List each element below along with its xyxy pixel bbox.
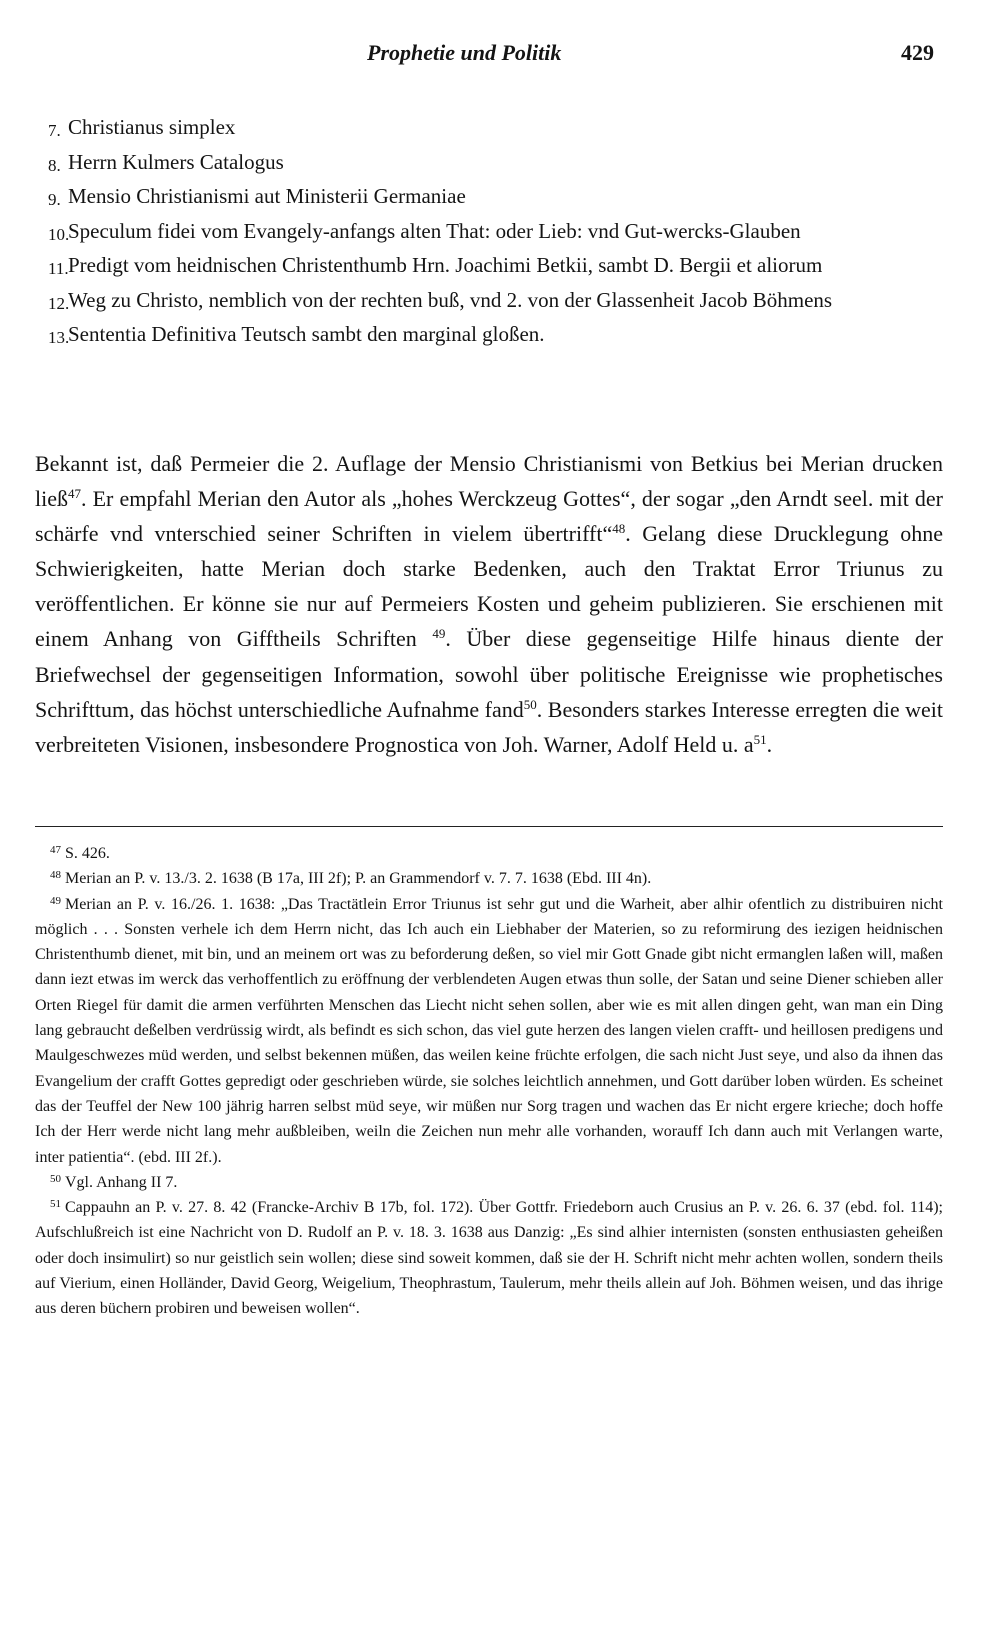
paragraph-text: Bekannt ist, daß Permeier die 2. Auflage der Mensio Christianismi von Betkius bei Merian drucken ließ bbox=[35, 451, 943, 512]
list-item-text: Mensio Christianismi aut Ministerii Germaniae bbox=[68, 184, 466, 208]
list-item bbox=[48, 181, 943, 216]
footnote-ref: 47 bbox=[68, 486, 81, 502]
page-number: 429 bbox=[901, 40, 934, 65]
footnote bbox=[35, 1195, 943, 1321]
footnote bbox=[35, 892, 943, 1170]
footnote-number: 47 bbox=[50, 844, 61, 856]
list-item-number: 12. bbox=[48, 293, 70, 313]
list-item-number: 8. bbox=[48, 155, 61, 175]
footnotes bbox=[35, 841, 943, 1322]
list-item bbox=[48, 319, 943, 354]
list-item bbox=[48, 250, 943, 285]
paragraph-text: . Über diese gegenseitige Hilfe hinaus diente der Briefwechsel der gegenseitigen Information, sowohl über politische Ereignisse wie prophetisches Schrifttum, das höchst unterschiedliche Aufnahme fand bbox=[35, 626, 944, 722]
list-item bbox=[48, 216, 943, 251]
footnote-text: S. 426. bbox=[65, 845, 110, 862]
footnote-text: Vgl. Anhang II 7. bbox=[65, 1173, 178, 1191]
body-paragraph bbox=[35, 446, 943, 762]
list-item-number: 7. bbox=[48, 121, 61, 140]
list-item-text: Christianus simplex bbox=[68, 115, 236, 139]
footnote-ref: 49 bbox=[432, 626, 446, 642]
footnote-text: Merian an P. v. 13./3. 2. 1638 (B 17a, III 2f); P. an Grammendorf v. 7. 7. 1638 (Ebd. III 4n). bbox=[65, 870, 652, 888]
footnote-text: Merian an P. v. 16./26. 1. 1638: „Das Tractätlein Error Triunus ist sehr gut und die Warheit, aber alhir ofentlich zu distribuiren nicht möglich . . . Sonsten verhele ich dem Herrn nicht, das Ich auch ein Liebhaber der Materien, so zu reformirung des iezigen heidnischen Christenthumb dienet, mit bin, und an meinem ort was zu beforderung deßen, so viel mir Gott Gnade gibt nicht ermanglen laßen will, maßen dann iezt etwas im werck das verhoffentlich zu eröffnung der verblendeten Augen etwas thun solle, der Satan und seine Diener schieben aller Orten Riegel für damit die armen verführten Menschen das Liecht nicht sehen sollen, aber wie es mit allen dingen geht, wan man ein Ding lang gebraucht deßelben verdrüssig wirdt, als befindt es sich schon, das viel gute herzen des langen vielen crafft- und heillosen predigens und Maulgeschwezes müd werden, und selbst bekennen müßen, das weilen keine früchte erfolgen, die sach nicht Just seye, und also da ihnen das Evangelium der crafft Gottes gepredigt oder geschrieben würde, sie solches leichtlich annehmen, und Gott darüber loben würden. Es scheinet das der Teuffel der New 100 jährig harren selbst müd seye, wir müßen nur Sorg tragen und wachen das Er nicht ergere krieche; doch hoffe Ich der Herr werde nicht lang mehr außbleiben, weiln die Zeichen nun mehr alle vorhanden, worauff Ich dann auch mit Verlangen warte, inter patientia“. (ebd. III 2f.). bbox=[35, 895, 943, 1166]
numbered-title-list bbox=[48, 112, 943, 354]
paragraph-text: . Gelang diese Drucklegung ohne Schwierigkeiten, hatte Merian doch starke Bedenken, auch den Traktat Error Triunus zu veröffentlichen. Er könne sie nur auf Permeiers Kosten und geheim publizieren. Sie erschienen mit einem Anhang von Gifftheils Schriften bbox=[35, 521, 943, 652]
footnote-ref: 50 bbox=[523, 696, 537, 712]
list-item bbox=[48, 147, 943, 182]
list-item-text: Predigt vom heidnischen Christenthumb Hrn. Joachimi Betkii, sambt D. Bergii et aliorum bbox=[68, 253, 823, 277]
running-header bbox=[0, 40, 1000, 70]
list-item-text: Speculum fidei vom Evangely-anfangs alten That: oder Lieb: vnd Gut-wercks-Glauben bbox=[68, 218, 801, 243]
footnote bbox=[35, 866, 943, 891]
list-item-text: Weg zu Christo, nemblich von der rechten buß, vnd 2. von der Glassenheit Jacob Böhmens bbox=[68, 287, 833, 312]
running-title: Prophetie und Politik bbox=[367, 40, 562, 65]
footnote-number: 48 bbox=[50, 869, 61, 882]
footnote-number: 51 bbox=[50, 1198, 61, 1211]
footnote bbox=[35, 1170, 943, 1195]
footnote-number: 50 bbox=[50, 1172, 61, 1185]
footnote-text: Cappauhn an P. v. 27. 8. 42 (Francke-Archiv B 17b, fol. 172). Über Gottfr. Friedeborn auch Crusius an P. v. 26. 6. 37 (ebd. fol. 114); Aufschlußreich ist eine Nachricht von D. Rudolf an P. v. 18. 3. 1638 aus Danzig: „Es sind alhier internisten (sonsten enthusiasten geheißen oder doch insimulirt) so nur geistlich sein wollen; diese sind soweit kommen, daß sie der H. Schrift nicht mehr achten wollen, sondern theils auf Vierium, einen Holländer, David Georg, Weigelium, Theophrastum, Taulerum, mehr theils allein auf Joh. Böhmen weisen, und das ihrige aus deren büchern probiren und beweisen wollen“. bbox=[35, 1199, 943, 1318]
list-item bbox=[48, 112, 943, 147]
footnote-ref: 48 bbox=[612, 521, 626, 537]
list-item-text: Sententia Definitiva Teutsch sambt den marginal gloßen. bbox=[68, 322, 545, 346]
paragraph-text: . Er empfahl Merian den Autor als „hohes Werckzeug Gottes“, der sogar „den Arndt seel. mit der schärfe vnd vnterschied seiner Schriften in vielem übertrifft“ bbox=[35, 486, 943, 547]
paragraph-text: . Besonders starkes Interesse erregten die weit verbreiteten Visionen, insbesondere Prognostica von Joh. Warner, Adolf Held u. a bbox=[35, 696, 944, 757]
list-item bbox=[48, 285, 943, 320]
list-item-number: 11. bbox=[48, 259, 69, 278]
list-item-number: 13. bbox=[48, 328, 70, 347]
paragraph-text: . bbox=[766, 731, 773, 757]
list-item-number: 10. bbox=[48, 224, 70, 244]
list-item-text: Herrn Kulmers Catalogus bbox=[68, 149, 284, 174]
footnote-number: 49 bbox=[50, 894, 61, 907]
footnote-ref: 51 bbox=[753, 731, 767, 747]
footnote bbox=[35, 841, 943, 866]
list-item-number: 9. bbox=[48, 190, 61, 209]
footnote-divider bbox=[35, 826, 943, 827]
